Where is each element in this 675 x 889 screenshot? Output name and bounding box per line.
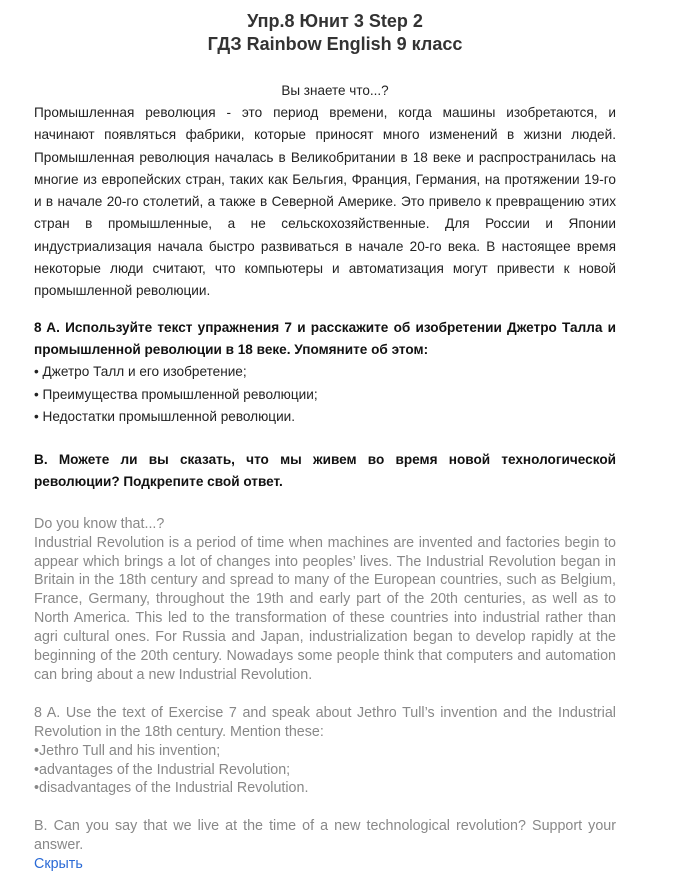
en-paragraph: Industrial Revolution is a period of time when machines are invented and factories begin to appear which brings a lot of changes into peoples’ lives. The Industrial Revolution began in Britain in the 18th century and spread to many of the European countries, such as Belgium, France, Germany, throughout the 19th and early part of the 20th centuries, as well as to North America. This led to the transformation of these countries into industrial rather than agri cultural ones. For Russia and Japan, industrialization began to develop rapidly at the beginning of the 20th century. Nowadays some people think that computers and automation can bring about a new Industrial Revolution.	[34, 534, 616, 683]
ru-task-a: 8 A. Используйте текст упражнения 7 и расскажите об изобретении Джетро Талла и промышленной революции в 18 веке. Упомяните об этом:	[34, 319, 616, 357]
en-task-a: 8 A. Use the text of Exercise 7 and speak about Jethro Tull’s invention and the Industrial Revolution in the 18th century. Mention these:	[34, 704, 616, 740]
en-heading: Do you know that...?	[34, 515, 165, 532]
ru-paragraph: Промышленная революция - это период времени, когда машины изобретаются, и начинают появляться фабрики, которые приносят много изменений в жизни людей. Промышленная революция началась в Великобритании в 18 веке и распространилась на многие из европейских стран, таких как Бельгия, Франция, Германия, на протяжении 19-го и в начале 20-го столетий, а также в Северной Америке. Это привело к превращению этих стран в промышленные, а не сельскохозяйственные. Для России и Японии индустриализация начала быстро развиваться в начале 20-го века. В настоящее время некоторые люди считают, что компьютеры и автоматизация могут привести к новой промышленной революции.	[34, 105, 616, 299]
list-item: • Джетро Талл и его изобретение;	[34, 364, 247, 380]
list-item: •advantages of the Industrial Revolution;	[34, 761, 291, 778]
list-item: • Преимущества промышленной революции;	[34, 386, 318, 402]
page-title	[54, 0, 616, 56]
ru-bullet-list	[34, 361, 616, 428]
list-item: •Jethro Tull and his invention;	[34, 742, 221, 759]
ru-heading: Вы знаете что...?	[281, 83, 389, 98]
title-line-1: Упр.8 Юнит 3 Step 2	[247, 11, 423, 31]
hide-link[interactable]: Скрыть	[34, 856, 83, 873]
title-line-2: ГДЗ Rainbow English 9 класс	[207, 34, 463, 54]
ru-task-b: B. Можете ли вы сказать, что мы живем во время новой технологической революции? Подкрепите свой ответ.	[34, 452, 616, 490]
list-item: • Недостатки промышленной революции.	[34, 408, 296, 424]
en-section	[34, 515, 616, 855]
en-task-b: B. Can you say that we live at the time of a new technological revolution? Support your answer.	[34, 818, 616, 854]
list-item: •disadvantages of the Industrial Revolution.	[34, 780, 309, 797]
